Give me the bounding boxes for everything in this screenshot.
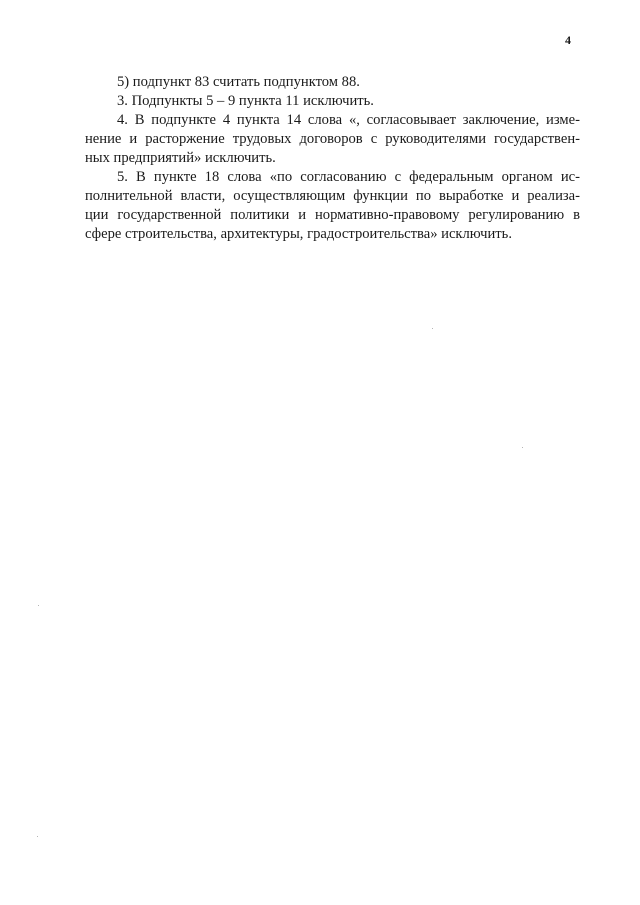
text-line: 5) подпункт 83 считать подпунктом 88.	[117, 74, 360, 90]
text-line: 5. В пункте 18 слова «по согласованию с федеральным органом ис-	[117, 169, 580, 185]
paragraph-item-3	[85, 92, 580, 111]
scan-speck	[522, 447, 523, 448]
text-line: 4. В подпункте 4 пункта 14 слова «, согласовывает заключение, изме-	[117, 112, 580, 128]
scan-speck	[432, 328, 433, 329]
scan-speck	[37, 836, 38, 837]
paragraph-subitem-5	[85, 73, 580, 92]
text-line: ных предприятий» исключить.	[85, 150, 276, 166]
paragraph-item-4	[85, 111, 580, 168]
page-number: 4	[565, 33, 571, 47]
text-line: 3. Подпункты 5 – 9 пункта 11 исключить.	[117, 93, 374, 109]
text-line: нение и расторжение трудовых договоров с руководителями государствен-	[85, 131, 580, 147]
text-line: полнительной власти, осуществляющим функции по выработке и реализа-	[85, 188, 580, 204]
paragraph-item-5	[85, 168, 580, 244]
scan-speck	[38, 605, 39, 606]
text-line: сфере строительства, архитектуры, градостроительства» исключить.	[85, 226, 512, 242]
text-line: ции государственной политики и нормативно-правовому регулированию в	[85, 207, 580, 223]
document-body	[85, 73, 580, 244]
